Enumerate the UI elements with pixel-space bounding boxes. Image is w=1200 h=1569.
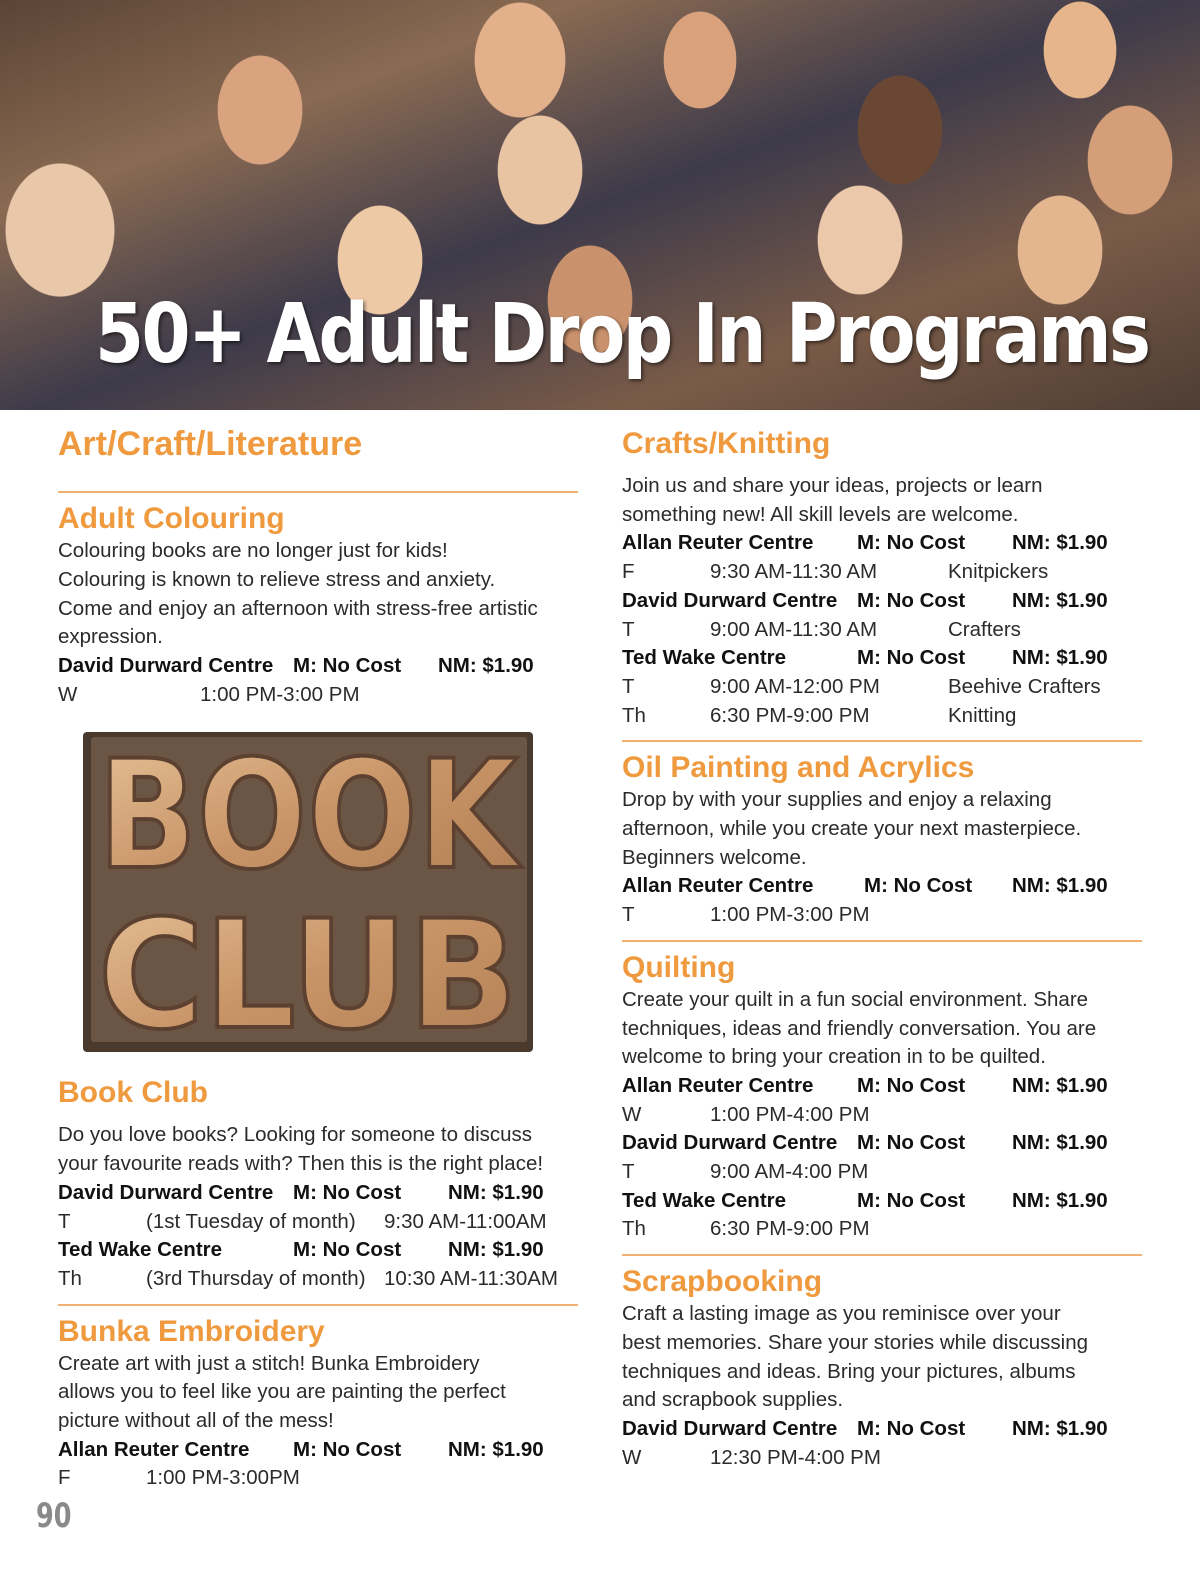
day: T xyxy=(58,1209,71,1233)
schedule-row xyxy=(58,681,578,710)
time: 9:30 AM-11:30 AM xyxy=(710,560,878,584)
venue-name: Allan Reuter Centre xyxy=(622,874,814,898)
description-line: Colouring is known to relieve stress and anxiety. xyxy=(58,567,496,591)
page-number: 90 xyxy=(36,1496,72,1536)
schedule-row xyxy=(622,1444,1142,1473)
member-price: M: No Cost xyxy=(293,654,402,677)
day: W xyxy=(58,682,78,706)
venue-row xyxy=(58,652,578,681)
nonmember-price: NM: $1.90 xyxy=(1012,1188,1108,1212)
wood-type-illustration xyxy=(73,727,543,1057)
member-price: M: No Cost xyxy=(857,588,966,612)
description-line: Beginners welcome. xyxy=(622,845,807,869)
description-line: picture without all of the mess! xyxy=(58,1409,334,1433)
time: 6:30 PM-9:00 PM xyxy=(710,703,870,727)
venue-row xyxy=(622,529,1142,558)
schedule-note: (3rd Thursday of month) xyxy=(146,1266,366,1290)
program-description xyxy=(622,1300,1142,1415)
time: 1:00 PM-3:00 PM xyxy=(200,682,360,706)
program-title: Crafts/Knitting xyxy=(622,427,831,460)
program-bunka-embroidery xyxy=(58,1314,578,1494)
schedule-row xyxy=(622,616,1142,645)
divider xyxy=(58,1304,578,1306)
venue-name: David Durward Centre xyxy=(622,588,838,612)
description-line: Come and enjoy an afternoon with stress-free artistic xyxy=(58,596,538,620)
program-description xyxy=(58,1121,578,1178)
program-crafts-knitting xyxy=(622,426,1142,730)
day: Th xyxy=(622,1217,646,1241)
program-book-club xyxy=(58,1075,578,1293)
description-line: Create your quilt in a fun social environment. Share xyxy=(622,987,1089,1011)
member-price: M: No Cost xyxy=(857,646,966,670)
group-name: Knitpickers xyxy=(948,560,1049,584)
description-line: allows you to feel like you are painting the perfect xyxy=(58,1380,506,1404)
member-price: M: No Cost xyxy=(857,1131,966,1155)
program-title: Book Club xyxy=(58,1076,208,1110)
nonmember-price: NM: $1.90 xyxy=(1012,1416,1108,1440)
nonmember-price: NM: $1.90 xyxy=(438,654,534,677)
program-adult-colouring xyxy=(58,501,578,709)
venue-row xyxy=(622,1072,1142,1101)
divider xyxy=(622,1254,1142,1256)
description-line: and scrapbook supplies. xyxy=(622,1388,844,1412)
description-line: techniques and ideas. Bring your pictures, albums xyxy=(622,1359,1076,1383)
time: 9:00 AM-11:30 AM xyxy=(710,617,878,641)
book-club-line-1: BOOK xyxy=(98,729,523,904)
venue-name: Allan Reuter Centre xyxy=(622,1073,814,1097)
description-line: techniques, ideas and friendly conversation. You are xyxy=(622,1016,1097,1040)
member-price: M: No Cost xyxy=(864,874,973,898)
program-quilting xyxy=(622,950,1142,1244)
time: 9:30 AM-11:00AM xyxy=(384,1209,547,1233)
nonmember-price: NM: $1.90 xyxy=(1012,1073,1108,1097)
day: T xyxy=(622,674,635,698)
day: T xyxy=(622,903,635,927)
venue-row xyxy=(622,872,1142,901)
nonmember-price: NM: $1.90 xyxy=(448,1238,544,1262)
schedule-row xyxy=(622,901,1142,930)
venue-row xyxy=(622,1415,1142,1444)
description-line: Create art with just a stitch! Bunka Embroidery xyxy=(58,1351,480,1375)
program-description xyxy=(622,472,1142,529)
schedule-row xyxy=(622,702,1142,731)
time: 12:30 PM-4:00 PM xyxy=(710,1445,881,1469)
member-price: M: No Cost xyxy=(857,1073,966,1097)
venue-name: David Durward Centre xyxy=(622,1131,838,1155)
divider xyxy=(58,491,578,493)
group-name: Crafters xyxy=(948,617,1021,641)
member-price: M: No Cost xyxy=(293,1238,402,1262)
description-line: best memories. Share your stories while discussing xyxy=(622,1330,1088,1354)
venue-row xyxy=(58,1436,578,1465)
day: F xyxy=(622,560,635,584)
program-title: Bunka Embroidery xyxy=(58,1314,325,1348)
book-club-image xyxy=(73,727,543,1057)
schedule-row xyxy=(58,1464,578,1493)
program-description xyxy=(58,1350,578,1436)
book-club-line-2: CLUB xyxy=(98,889,518,1058)
venue-name: David Durward Centre xyxy=(58,654,274,677)
time: 9:00 AM-12:00 PM xyxy=(710,674,880,698)
nonmember-price: NM: $1.90 xyxy=(448,1180,544,1204)
time: 1:00 PM-4:00 PM xyxy=(710,1102,870,1126)
description-line: Do you love books? Looking for someone to discuss xyxy=(58,1123,533,1147)
program-title: Scrapbooking xyxy=(622,1265,823,1299)
venue-row xyxy=(622,1187,1142,1216)
venue-row xyxy=(622,644,1142,673)
right-column xyxy=(622,410,1142,1472)
time: 9:00 AM-4:00 PM xyxy=(710,1160,869,1184)
description-line: Colouring books are no longer just for kids! xyxy=(58,539,448,563)
group-name: Beehive Crafters xyxy=(948,674,1101,698)
member-price: M: No Cost xyxy=(293,1437,402,1461)
venue-row xyxy=(622,1129,1142,1158)
nonmember-price: NM: $1.90 xyxy=(1012,874,1108,898)
section-title: Art/Craft/Literature xyxy=(58,425,363,463)
left-column xyxy=(58,410,578,1493)
time: 1:00 PM-3:00PM xyxy=(146,1466,300,1490)
description-line: something new! All skill levels are welcome. xyxy=(622,502,1019,526)
program-oil-painting xyxy=(622,750,1142,930)
schedule-row xyxy=(622,558,1142,587)
program-title: Oil Painting and Acrylics xyxy=(622,751,975,785)
schedule-row xyxy=(622,1101,1142,1130)
venue-name: David Durward Centre xyxy=(622,1416,838,1440)
schedule-row xyxy=(58,1265,578,1294)
description-line: afternoon, while you create your next masterpiece. xyxy=(622,817,1082,841)
day: F xyxy=(58,1466,71,1490)
day: W xyxy=(622,1445,642,1469)
venue-row xyxy=(58,1179,578,1208)
time: 10:30 AM-11:30AM xyxy=(384,1266,558,1290)
nonmember-price: NM: $1.90 xyxy=(1012,646,1108,670)
day: W xyxy=(622,1102,642,1126)
venue-name: Ted Wake Centre xyxy=(58,1238,223,1262)
member-price: M: No Cost xyxy=(293,1180,402,1204)
program-description xyxy=(58,537,578,652)
time: 6:30 PM-9:00 PM xyxy=(710,1217,870,1241)
venue-name: Ted Wake Centre xyxy=(622,1188,787,1212)
hero-photo xyxy=(0,0,1200,410)
day: T xyxy=(622,1160,635,1184)
venue-row xyxy=(58,1236,578,1265)
nonmember-price: NM: $1.90 xyxy=(448,1437,544,1461)
venue-name: Allan Reuter Centre xyxy=(58,1437,250,1461)
venue-name: Ted Wake Centre xyxy=(622,646,787,670)
member-price: M: No Cost xyxy=(857,531,966,555)
time: 1:00 PM-3:00 PM xyxy=(710,903,870,927)
schedule-row xyxy=(622,1215,1142,1244)
divider xyxy=(622,740,1142,742)
venue-name: Allan Reuter Centre xyxy=(622,531,814,555)
group-name: Knitting xyxy=(948,703,1017,727)
nonmember-price: NM: $1.90 xyxy=(1012,1131,1108,1155)
description-line: Drop by with your supplies and enjoy a relaxing xyxy=(622,788,1052,812)
venue-name: David Durward Centre xyxy=(58,1180,274,1204)
day: T xyxy=(622,617,635,641)
nonmember-price: NM: $1.90 xyxy=(1012,588,1108,612)
program-scrapbooking xyxy=(622,1264,1142,1472)
description-line: expression. xyxy=(58,625,163,649)
nonmember-price: NM: $1.90 xyxy=(1012,531,1108,555)
day: Th xyxy=(622,703,646,727)
schedule-row xyxy=(58,1208,578,1237)
program-description xyxy=(622,986,1142,1072)
description-line: Join us and share your ideas, projects or learn xyxy=(622,474,1043,497)
program-title: Quilting xyxy=(622,950,736,984)
schedule-row xyxy=(622,673,1142,702)
program-description xyxy=(622,786,1142,872)
schedule-note: (1st Tuesday of month) xyxy=(146,1209,356,1233)
venue-row xyxy=(622,587,1142,616)
member-price: M: No Cost xyxy=(857,1416,966,1440)
program-title: Adult Colouring xyxy=(58,502,285,536)
description-line: your favourite reads with? Then this is the right place! xyxy=(58,1152,544,1176)
description-line: Craft a lasting image as you reminisce over your xyxy=(622,1302,1061,1326)
schedule-row xyxy=(622,1158,1142,1187)
divider xyxy=(622,940,1142,942)
day: Th xyxy=(58,1266,82,1290)
description-line: welcome to bring your creation in to be quilted. xyxy=(622,1045,1046,1069)
page-title: 50+ Adult Drop In Programs xyxy=(95,287,1149,382)
member-price: M: No Cost xyxy=(857,1188,966,1212)
